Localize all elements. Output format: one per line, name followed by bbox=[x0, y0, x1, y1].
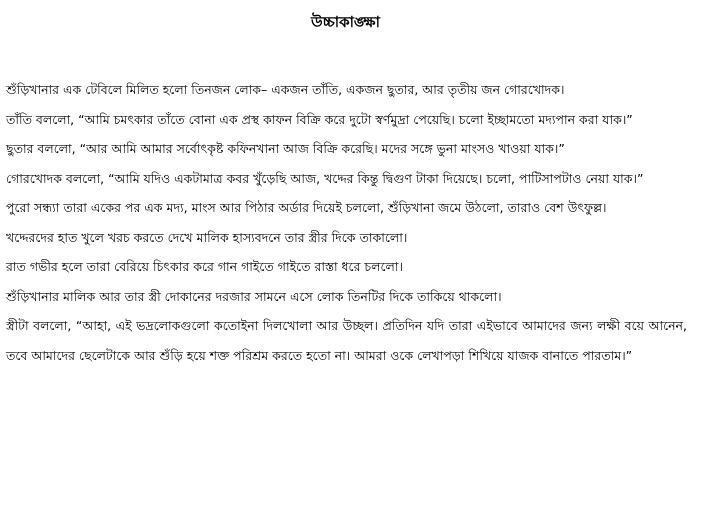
paragraph: শুঁড়িখানার মালিক আর তার স্ত্রী দোকানের দরজার সামনে এসে লোক তিনটির দিকে তাকিয়ে থাকলো। bbox=[6, 288, 502, 304]
paragraph: গোরখোদক বললো, “আমি যদিও একটামাত্র কবর খুঁড়েছি আজ, খদ্দের কিন্তু দ্বিগুণ টাকা দিয়েছে। চলো, পাটিসাপটাও নেয়া যাক।” bbox=[6, 170, 644, 186]
story-title: উচ্চাকাঙ্ক্ষা bbox=[311, 13, 380, 31]
paragraph: তাঁতি বললো, “আমি চমৎকার তাঁতে বোনা এক প্রস্থ কাফন বিক্রি করে দুটো স্বর্ণমুদ্রা পেয়েছি। চলো ইচ্ছামতো মদ্যপান করা যাক।” bbox=[6, 111, 633, 127]
paragraph: পুরো সন্ধ্যা তারা একের পর এক মদ্য, মাংস আর পিঠার অর্ডার দিয়েই চললো, শুঁড়িখানা জমে উঠলো, তারাও বেশ উৎফুল্ল। bbox=[6, 200, 607, 215]
paragraph: ছুতার বললো, “আর আমি আমার সর্বোৎকৃষ্ট কফিনখানা আজ বিক্রি করেছি। মদের সঙ্গে ভুনা মাংসও খাওয়া যাক।” bbox=[6, 141, 565, 156]
paragraph: খদ্দেরদের হাত খুলে খরচ করতে দেখে মালিক হাস্যবদনে তার স্ত্রীর দিকে তাকালো। bbox=[6, 229, 408, 245]
paragraph: শুঁড়িখানার এক টেবিলে মিলিত হলো তিনজন লোক– একজন তাঁতি, একজন ছুতার, আর তৃতীয় জন গোরখোদক। bbox=[6, 82, 565, 97]
story-body bbox=[6, 75, 687, 370]
paragraph: স্ত্রীটা বললো, “আহা, এই ভদ্রলোকগুলো কতোইনা দিলখোলা আর উচ্ছল। প্রতিদিন যদি তারা এইভাবে আমাদের জন্য লক্ষী বয়ে আনেন, তবে আমাদের ছেলেটাকে আর শুঁড়ি হয়ে শক্ত পরিশ্রম করতে হতো না। আমরা ওকে লেখাপড়া শিখিয়ে যাজক বানাতে পারতাম।” bbox=[6, 318, 687, 363]
paragraph: রাত গভীর হলে তারা বেরিয়ে চিৎকার করে গান গাইতে গাইতে রাস্তা ধরে চললো। bbox=[6, 259, 403, 274]
